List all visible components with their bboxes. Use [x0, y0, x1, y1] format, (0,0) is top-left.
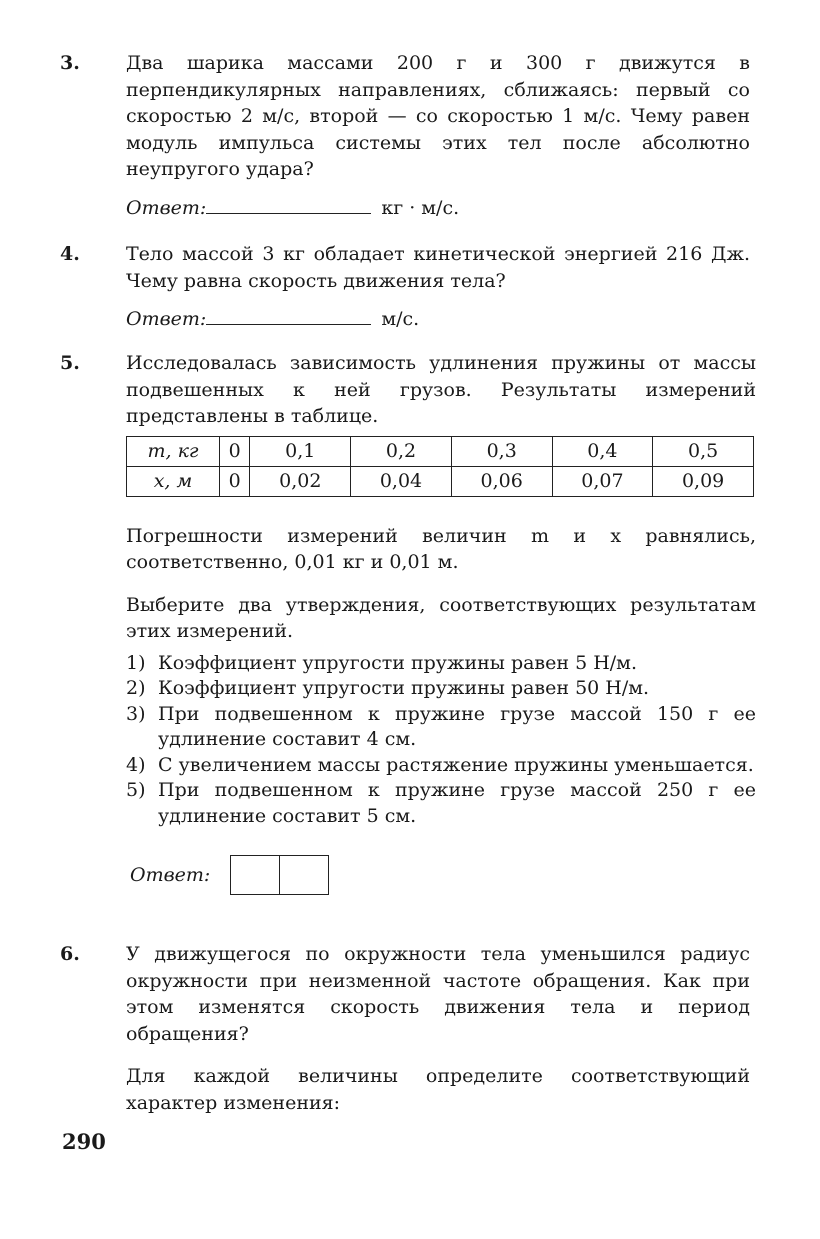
answer-unit: м/с.	[381, 308, 420, 330]
table-cell: 0,09	[653, 466, 754, 496]
table-cell: 0	[220, 466, 250, 496]
task-body	[126, 50, 750, 221]
row-header: x, м	[127, 466, 220, 496]
table-cell: 0	[220, 436, 250, 466]
options-list	[126, 651, 756, 830]
answer-label: Ответ:	[126, 196, 207, 219]
measurements-table	[126, 436, 754, 497]
table-cell: 0,5	[653, 436, 754, 466]
task-number: 3.	[60, 52, 80, 74]
table-cell: 0,2	[351, 436, 452, 466]
task-text: Исследовалась зависимость удлинения пружины от массы подвешенных к ней грузов. Результаты измерений представлены в таблице.	[126, 352, 756, 427]
table-cell: 0,4	[552, 436, 653, 466]
option-number: 3)	[126, 702, 146, 725]
list-item	[126, 753, 756, 779]
table-row	[127, 466, 754, 496]
table-cell: 0,1	[250, 436, 351, 466]
option-number: 2)	[126, 677, 146, 699]
answer-label: Ответ:	[126, 308, 207, 330]
table-cell: 0,07	[552, 466, 653, 496]
prompt-text: Выберите два утверждения, соответствующих результатам этих измерений.	[126, 593, 756, 642]
option-text: С увеличением массы растяжение пружины уменьшается.	[158, 753, 754, 776]
task-number: 5.	[60, 352, 80, 374]
table-row	[127, 436, 754, 466]
task-number: 6.	[60, 943, 80, 965]
errors-text: Погрешности измерений величин m и x равнялись, соответственно, 0,01 кг и 0,01 м.	[126, 524, 756, 573]
task-text: У движущегося по окружности тела уменьшился радиус окружности при неизменной частоте обращения. Как при этом изменятся скорость движения тела и период обращения?	[126, 943, 750, 1045]
option-text: Коэффициент упругости пружины равен 50 Н/м.	[158, 677, 650, 699]
answer-box-row	[126, 855, 756, 895]
prompt-text: Для каждой величины определите соответствующий характер изменения:	[126, 1065, 750, 1114]
list-item	[126, 676, 756, 702]
answer-line	[126, 195, 750, 221]
answer-blank[interactable]	[206, 306, 371, 325]
option-number: 4)	[126, 753, 146, 776]
task-body	[126, 941, 750, 1116]
table-cell: 0,06	[451, 466, 552, 496]
option-text: При подвешенном к пружине грузе массой 250 г ее удлинение составит 5 см.	[158, 779, 756, 827]
list-item	[126, 778, 756, 829]
answer-label: Ответ:	[130, 863, 211, 886]
row-header: m, кг	[127, 436, 220, 466]
list-item	[126, 702, 756, 753]
table-cell: 0,04	[351, 466, 452, 496]
task-body	[126, 241, 750, 332]
task-body	[126, 350, 756, 895]
page-number: 290	[62, 1129, 106, 1154]
answer-cells	[230, 855, 329, 895]
option-text: Коэффициент упругости пружины равен 5 Н/м.	[158, 651, 637, 674]
answer-cell-2[interactable]	[279, 856, 328, 894]
answer-blank[interactable]	[206, 195, 371, 214]
answer-cell-1[interactable]	[231, 856, 279, 894]
task-text: Тело массой 3 кг обладает кинетической энергией 216 Дж. Чему равна скорость движения тела?	[126, 243, 750, 292]
answer-unit: кг · м/с.	[381, 196, 460, 219]
task-number: 4.	[60, 243, 80, 265]
option-text: При подвешенном к пружине грузе массой 150 г ее удлинение составит 4 см.	[158, 702, 756, 750]
option-number: 5)	[126, 779, 146, 801]
table-cell: 0,02	[250, 466, 351, 496]
list-item	[126, 651, 756, 677]
answer-line	[126, 306, 750, 332]
option-number: 1)	[126, 651, 146, 674]
table-cell: 0,3	[451, 436, 552, 466]
task-text: Два шарика массами 200 г и 300 г движутся в перпендикулярных направлениях, сближаясь: первый со скоростью 2 м/с, второй — со скоростью 1 м/с. Чему равен модуль импульса системы этих тел после абсолютно неупругого удара?	[126, 52, 750, 180]
